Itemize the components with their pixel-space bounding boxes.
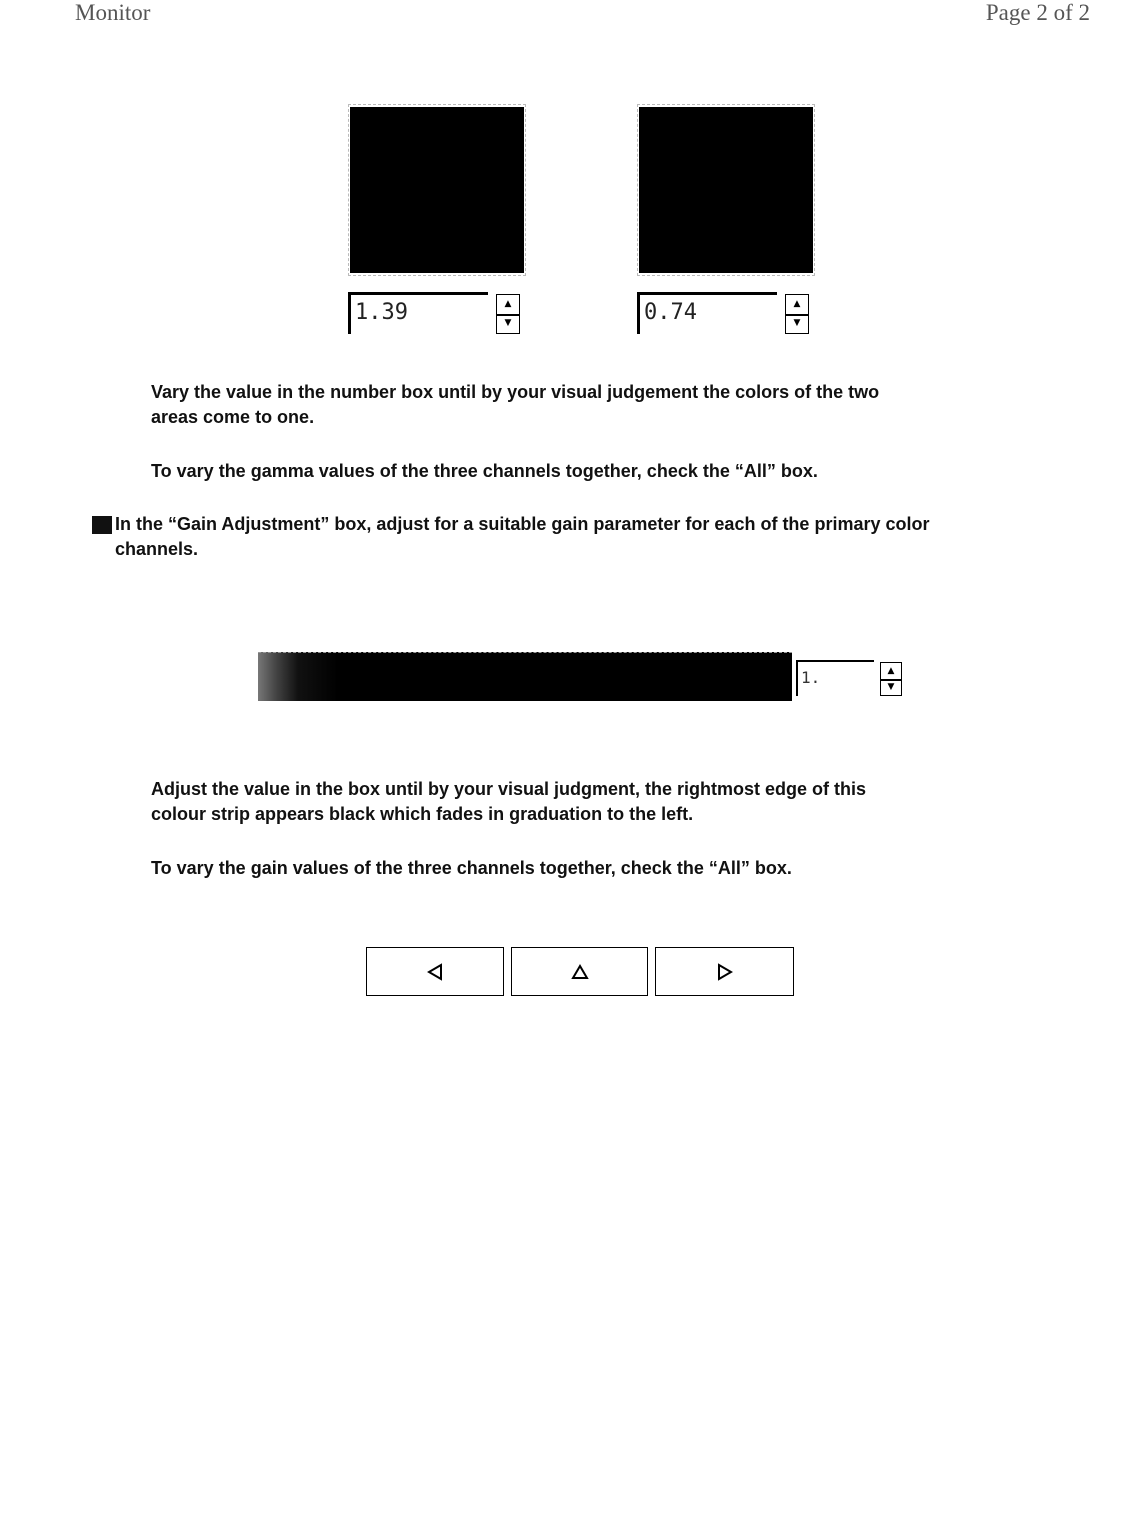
page-indicator: Page 2 of 2 — [985, 0, 1090, 25]
stepper-up-button[interactable]: ▲ — [786, 295, 808, 316]
text-line: Vary the value in the number box until by your visual judgement the colors of the two — [151, 382, 880, 402]
text-line: areas come to one. — [151, 407, 315, 427]
instruction-gain — [115, 512, 929, 562]
prev-button[interactable] — [366, 947, 504, 996]
stepper-up-button[interactable]: ▲ — [881, 663, 901, 681]
instruction-gamma-vary — [151, 380, 879, 430]
stepper-buttons-left[interactable] — [496, 294, 520, 334]
document-title: Monitor — [75, 0, 151, 25]
gamma-input-right[interactable]: 0.74 — [637, 292, 777, 334]
gain-color-strip — [258, 652, 792, 701]
gain-input[interactable]: 1. — [796, 660, 874, 696]
text-line: In the “Gain Adjustment” box, adjust for a suitable gain parameter for each of the primary color — [115, 514, 930, 534]
text-line: colour strip appears black which fades in graduation to the left. — [151, 804, 694, 824]
text-line: channels. — [115, 539, 199, 559]
color-swatch-right — [639, 107, 813, 273]
stepper-down-button[interactable]: ▼ — [793, 318, 801, 328]
stepper-buttons-right[interactable] — [785, 294, 809, 334]
bullet-icon — [92, 516, 112, 534]
stepper-down-button[interactable]: ▼ — [887, 682, 895, 692]
instruction-gain-adjust — [151, 777, 866, 827]
triangle-right-icon — [717, 963, 733, 981]
next-button[interactable] — [655, 947, 794, 996]
up-button[interactable] — [511, 947, 648, 996]
instruction-gain-all: To vary the gain values of the three channels together, check the “All” box. — [151, 858, 792, 878]
color-swatch-left — [350, 107, 524, 273]
gain-stepper-buttons[interactable] — [880, 662, 902, 696]
instruction-gamma-all: To vary the gamma values of the three channels together, check the “All” box. — [151, 461, 818, 481]
stepper-down-button[interactable]: ▼ — [504, 318, 512, 328]
triangle-up-icon — [571, 964, 589, 980]
text-line: Adjust the value in the box until by your visual judgment, the rightmost edge of this — [151, 779, 867, 799]
gamma-input-left[interactable]: 1.39 — [348, 292, 488, 334]
stepper-up-button[interactable]: ▲ — [497, 295, 519, 316]
triangle-left-icon — [427, 963, 443, 981]
